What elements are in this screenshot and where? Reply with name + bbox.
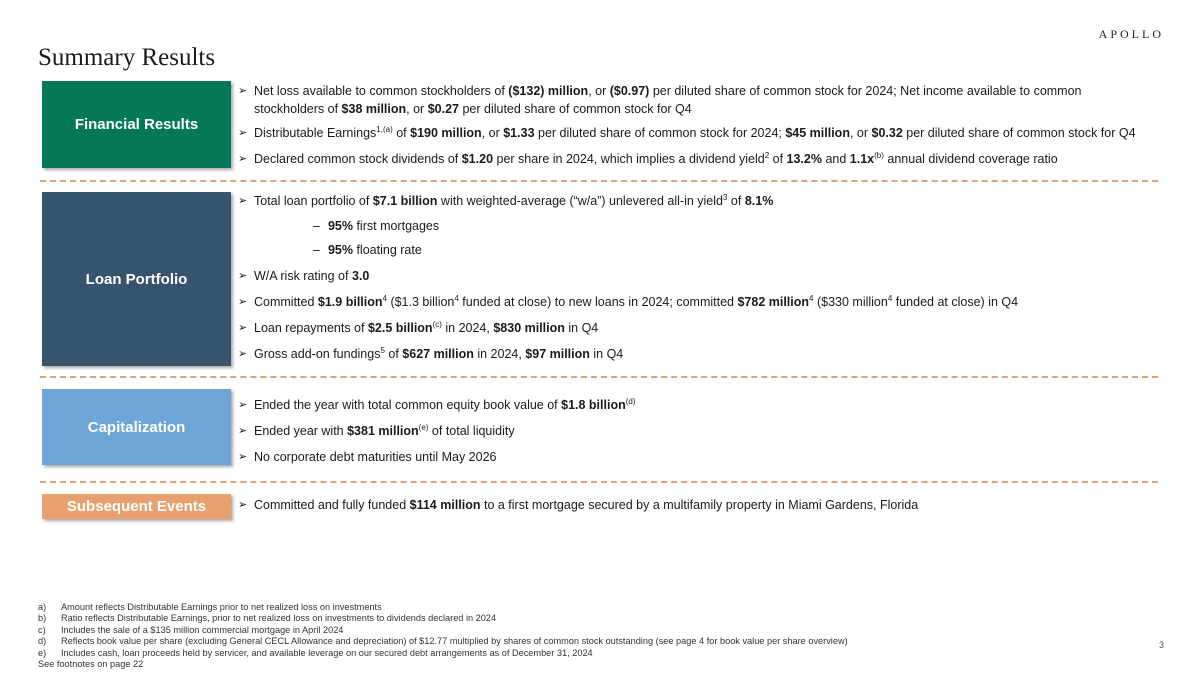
arrow-bullet-icon: ➢: [238, 451, 248, 463]
arrow-bullet-icon: ➢: [238, 348, 248, 360]
footnote-item: a) Amount reflects Distributable Earnings prior to net realized loss on investments: [38, 602, 382, 612]
see-footnotes-note: See footnotes on page 22: [38, 659, 144, 670]
bullet-net-loss: ➢ Net loss available to common stockholders of ($132) million, or ($0.97) per diluted share of common stock for 2024; Net income available to common stockholders of $38 million, or $0.27 per diluted share of common stock for Q4: [238, 84, 1082, 116]
footnote-item: e) Includes cash, loan proceeds held by servicer, and available leverage on our secured debt arrangements as of December 31, 2024: [38, 647, 593, 658]
arrow-bullet-icon: ➢: [238, 85, 248, 97]
bullet-dividends: ➢ Declared common stock dividends of $1.20 per share in 2024, which implies a dividend yield$^2$ of 13.2% and $1.1x^{(b)}$ annual dividend coverage ratio: [238, 150, 1058, 166]
capitalization-label: Capitalization: [42, 389, 231, 465]
bullet-distributable-earnings: ➢ Distributable Earnings$^{1,(a)}$ of $190 million, or $1.33 per diluted share of common stock for 2024; $45 million, or $0.32 per diluted share of common stock for Q4: [238, 124, 1136, 140]
page-number: 3: [1158, 640, 1164, 650]
bullet-total-loan-portfolio: ➢ Total loan portfolio of $7.1 billion with weighted-average (“w/a”) unlevered all-in yield$^3$ of 8.1%: [238, 192, 774, 208]
financial-results-label: Financial Results: [42, 81, 231, 168]
sub-bullet-first-mortgages: – 95% first mortgages: [313, 219, 440, 233]
loan-portfolio-label: Loan Portfolio: [42, 192, 231, 366]
footnote-item: d) Reflects book value per share (excluding General CECL Allowance and depreciation) of $12.77 multiplied by shares of common stock outstanding (see page 4 for book value per share overview): [38, 636, 848, 647]
section-divider: [40, 481, 1158, 483]
bullet-risk-rating: ➢ W/A risk rating of 3.0: [238, 269, 370, 283]
bullet-miami-gardens: ➢ Committed and fully funded $114 million to a first mortgage secured by a multifamily property in Miami Gardens, Florida: [238, 498, 919, 512]
arrow-bullet-icon: ➢: [238, 296, 248, 308]
sub-bullet-floating-rate: – 95% floating rate: [313, 243, 422, 257]
section-divider: [40, 180, 1158, 182]
arrow-bullet-icon: ➢: [238, 195, 248, 207]
arrow-bullet-icon: ➢: [238, 499, 248, 511]
arrow-bullet-icon: ➢: [238, 127, 248, 139]
arrow-bullet-icon: ➢: [238, 153, 248, 165]
arrow-bullet-icon: ➢: [238, 425, 248, 437]
arrow-bullet-icon: ➢: [238, 399, 248, 411]
arrow-bullet-icon: ➢: [238, 270, 248, 282]
subsequent-events-label: Subsequent Events: [42, 494, 231, 519]
company-logo: APOLLO: [1098, 27, 1164, 41]
bullet-commitments: ➢ Committed $1.9 billion$^4$ ($1.3 billion$^4$ funded at close) to new loans in 2024; committed $782 million$^4$ ($330 million$^4$ funded at close) in Q4: [238, 293, 1019, 309]
bullet-loan-repayments: ➢ Loan repayments of $2.5 billion$^{(c)}$ in 2024, $830 million in Q4: [238, 319, 599, 335]
bullet-debt-maturities: ➢ No corporate debt maturities until May 2026: [238, 450, 497, 464]
arrow-bullet-icon: ➢: [238, 322, 248, 334]
page-title: Summary Results: [38, 44, 216, 71]
bullet-add-on-fundings: ➢ Gross add-on fundings$^5$ of $627 million in 2024, $97 million in Q4: [238, 345, 624, 361]
section-divider: [40, 376, 1158, 378]
footnotes: [38, 602, 848, 670]
bullet-book-value: ➢ Ended the year with total common equity book value of $1.8 billion$^{(d)}$: [238, 396, 636, 412]
footnote-item: b) Ratio reflects Distributable Earnings, prior to net realized loss on investments to dividends declared in 2024: [38, 613, 497, 624]
bullet-liquidity: ➢ Ended year with $381 million$^{(e)}$ of total liquidity: [238, 422, 515, 438]
footnote-item: c) Includes the sale of a $135 million commercial mortgage in April 2024: [38, 624, 344, 635]
